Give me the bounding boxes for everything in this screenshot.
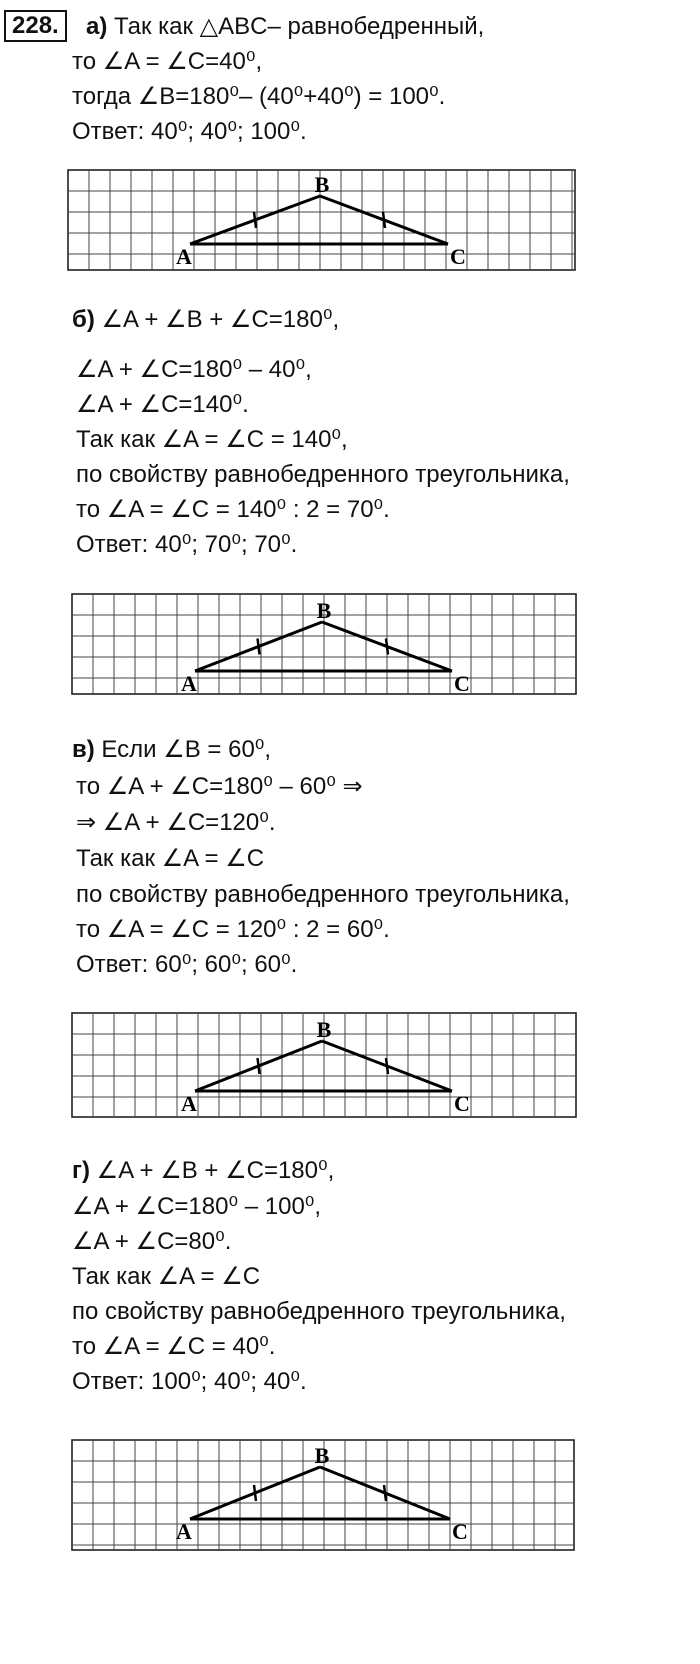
- part-a-line-4: Ответ: 40⁰; 40⁰; 100⁰.: [72, 118, 307, 145]
- part-b-text-1: ∠A + ∠B + ∠C=180⁰,: [101, 306, 340, 333]
- problem-number: 228.: [4, 10, 67, 42]
- part-b-line-4: Так как ∠A = ∠C = 140⁰,: [76, 426, 348, 453]
- part-b-line-6: то ∠A = ∠C = 140⁰ : 2 = 70⁰.: [76, 496, 390, 523]
- part-g-line-1: [72, 1156, 334, 1186]
- vertex-label-c-v: C: [454, 1091, 470, 1116]
- part-g-line-6: то ∠A = ∠C = 40⁰.: [72, 1333, 276, 1360]
- vertex-label-a-g: A: [176, 1519, 192, 1544]
- part-g-text-1: ∠A + ∠B + ∠C=180⁰,: [96, 1157, 335, 1184]
- part-b-line-5: по свойству равнобедренного треугольника,: [76, 461, 570, 488]
- vertex-label-b-a: B: [314, 172, 330, 197]
- vertex-label-c-b: C: [454, 671, 470, 696]
- part-a-line-3: тогда ∠B=180⁰– (40⁰+40⁰) = 100⁰.: [72, 83, 446, 110]
- part-g-line-3: ∠A + ∠C=80⁰.: [72, 1228, 232, 1255]
- part-b-line-1: [72, 305, 339, 335]
- part-a-text-1: Так как △ABC– равнобедренный,: [114, 13, 485, 40]
- part-g-line-5: по свойству равнобедренного треугольника,: [72, 1298, 566, 1325]
- part-b-line-7: Ответ: 40⁰; 70⁰; 70⁰.: [76, 531, 298, 558]
- vertex-label-c-g: C: [452, 1519, 468, 1544]
- vertex-label-b-v: B: [316, 1017, 332, 1042]
- vertex-label-a-a: A: [176, 244, 192, 269]
- part-v-text-1: Если ∠B = 60⁰,: [101, 736, 272, 763]
- part-g-line-2: ∠A + ∠C=180⁰ – 100⁰,: [72, 1193, 322, 1220]
- vertex-label-a-v: A: [181, 1091, 197, 1116]
- part-g-label: г): [72, 1157, 90, 1184]
- part-v-line-4: Так как ∠A = ∠C: [76, 845, 265, 872]
- vertex-label-b-b: B: [316, 598, 332, 623]
- part-b-label: б): [72, 306, 95, 333]
- part-v-line-1: [72, 735, 271, 765]
- part-a-line-2: то ∠A = ∠C=40⁰,: [72, 48, 263, 75]
- part-g-line-4: Так как ∠A = ∠C: [72, 1263, 261, 1290]
- part-v-line-3: ⇒ ∠A + ∠C=120⁰.: [76, 809, 276, 836]
- vertex-label-c-a: C: [450, 244, 466, 269]
- vertex-label-a-b: A: [181, 671, 197, 696]
- part-v-line-5: по свойству равнобедренного треугольника,: [76, 881, 570, 908]
- part-a-label: а): [86, 13, 108, 40]
- part-v-line-6: то ∠A = ∠C = 120⁰ : 2 = 60⁰.: [76, 916, 390, 943]
- part-g-line-7: Ответ: 100⁰; 40⁰; 40⁰.: [72, 1368, 307, 1395]
- part-b-line-2: ∠A + ∠C=180⁰ – 40⁰,: [76, 356, 312, 383]
- part-v-label: в): [72, 736, 95, 763]
- part-v-line-2: то ∠A + ∠C=180⁰ – 60⁰ ⇒: [76, 773, 363, 800]
- part-v-line-7: Ответ: 60⁰; 60⁰; 60⁰.: [76, 951, 298, 978]
- part-b-line-3: ∠A + ∠C=140⁰.: [76, 391, 249, 418]
- vertex-label-b-g: B: [314, 1443, 330, 1468]
